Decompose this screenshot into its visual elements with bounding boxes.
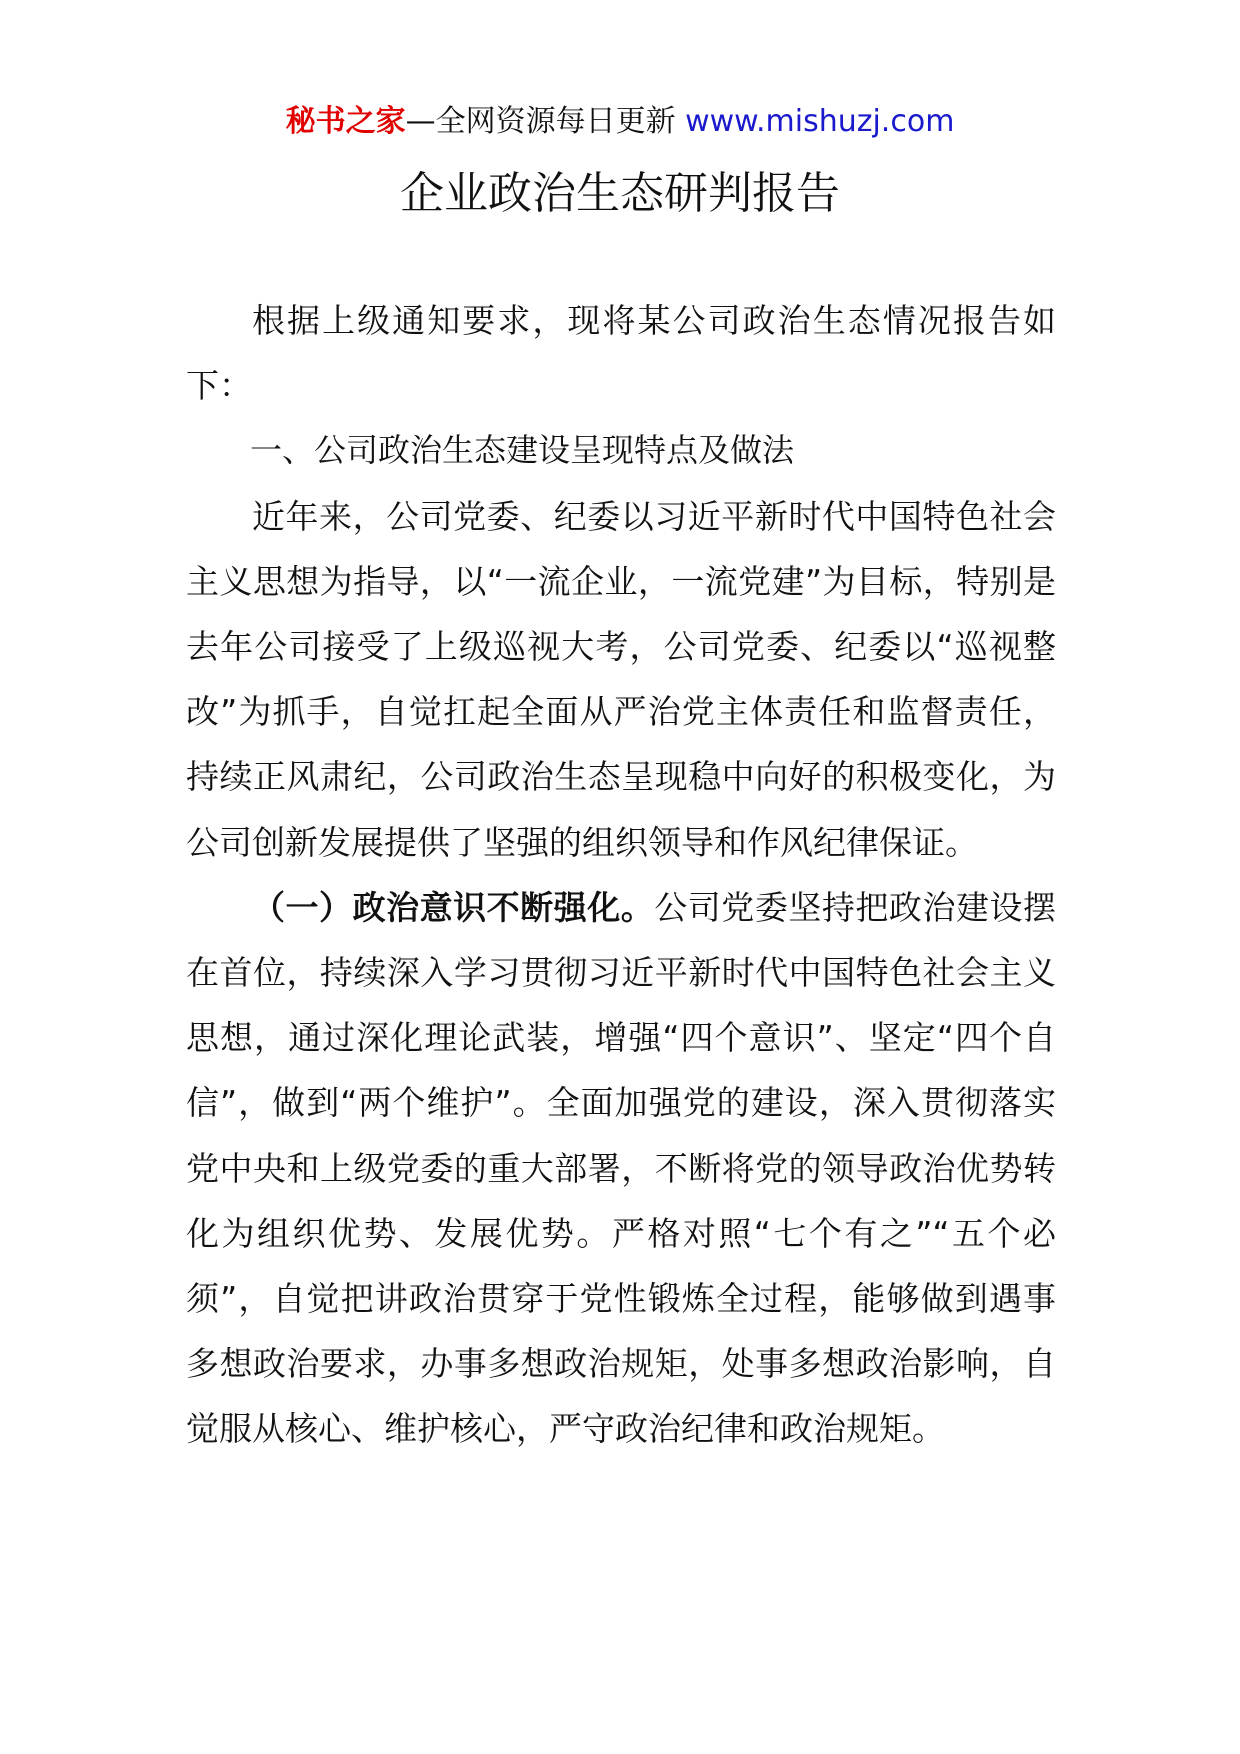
section-heading: 一、公司政治生态建设呈现特点及做法 [250,431,795,470]
subsection-heading: （一）政治意识不断强化。 [252,887,655,927]
subsection-paragraph [186,875,1056,1462]
intro-paragraph: 根据上级通知要求，现将某公司政治生态情况报告如下： [186,301,1056,406]
document-body [186,288,1056,1462]
brand-name: 秘书之家 [285,104,406,139]
banner-tagline: —全网资源每日更新 [405,104,676,139]
body-paragraph: 近年来，公司党委、纪委以习近平新时代中国特色社会主义思想为指导，以“一流企业，一流党建”为目标，特别是去年公司接受了上级巡视大考，公司党委、纪委以“巡视整改”为抓手，自觉扛起全面从严治党主体责任和监督责任，持续正风肃纪，公司政治生态呈现稳中向好的积极变化，为公司创新发展提供了坚强的组织领导和作风纪律保证。 [186,496,1056,862]
site-url-link[interactable]: www.mishuzj.com [675,104,955,139]
subsection-body: 公司党委坚持把政治建设摆在首位，持续深入学习贯彻习近平新时代中国特色社会主义思想，通过深化理论武装，增强“四个意识”、坚定“四个自信”，做到“两个维护”。全面加强党的建设，深入贯彻落实党中央和上级党委的重大部署，不断将党的领导政治优势转化为组织优势、发展优势。严格对照“七个有之”“五个必须”，自觉把讲政治贯穿于党性锻炼全过程，能够做到遇事多想政治要求，办事多想政治规矩，处事多想政治影响，自觉服从核心、维护核心，严守政治纪律和政治规矩。 [186,887,1057,1449]
site-banner [0,100,1240,144]
document-title: 企业政治生态研判报告 [400,168,840,219]
